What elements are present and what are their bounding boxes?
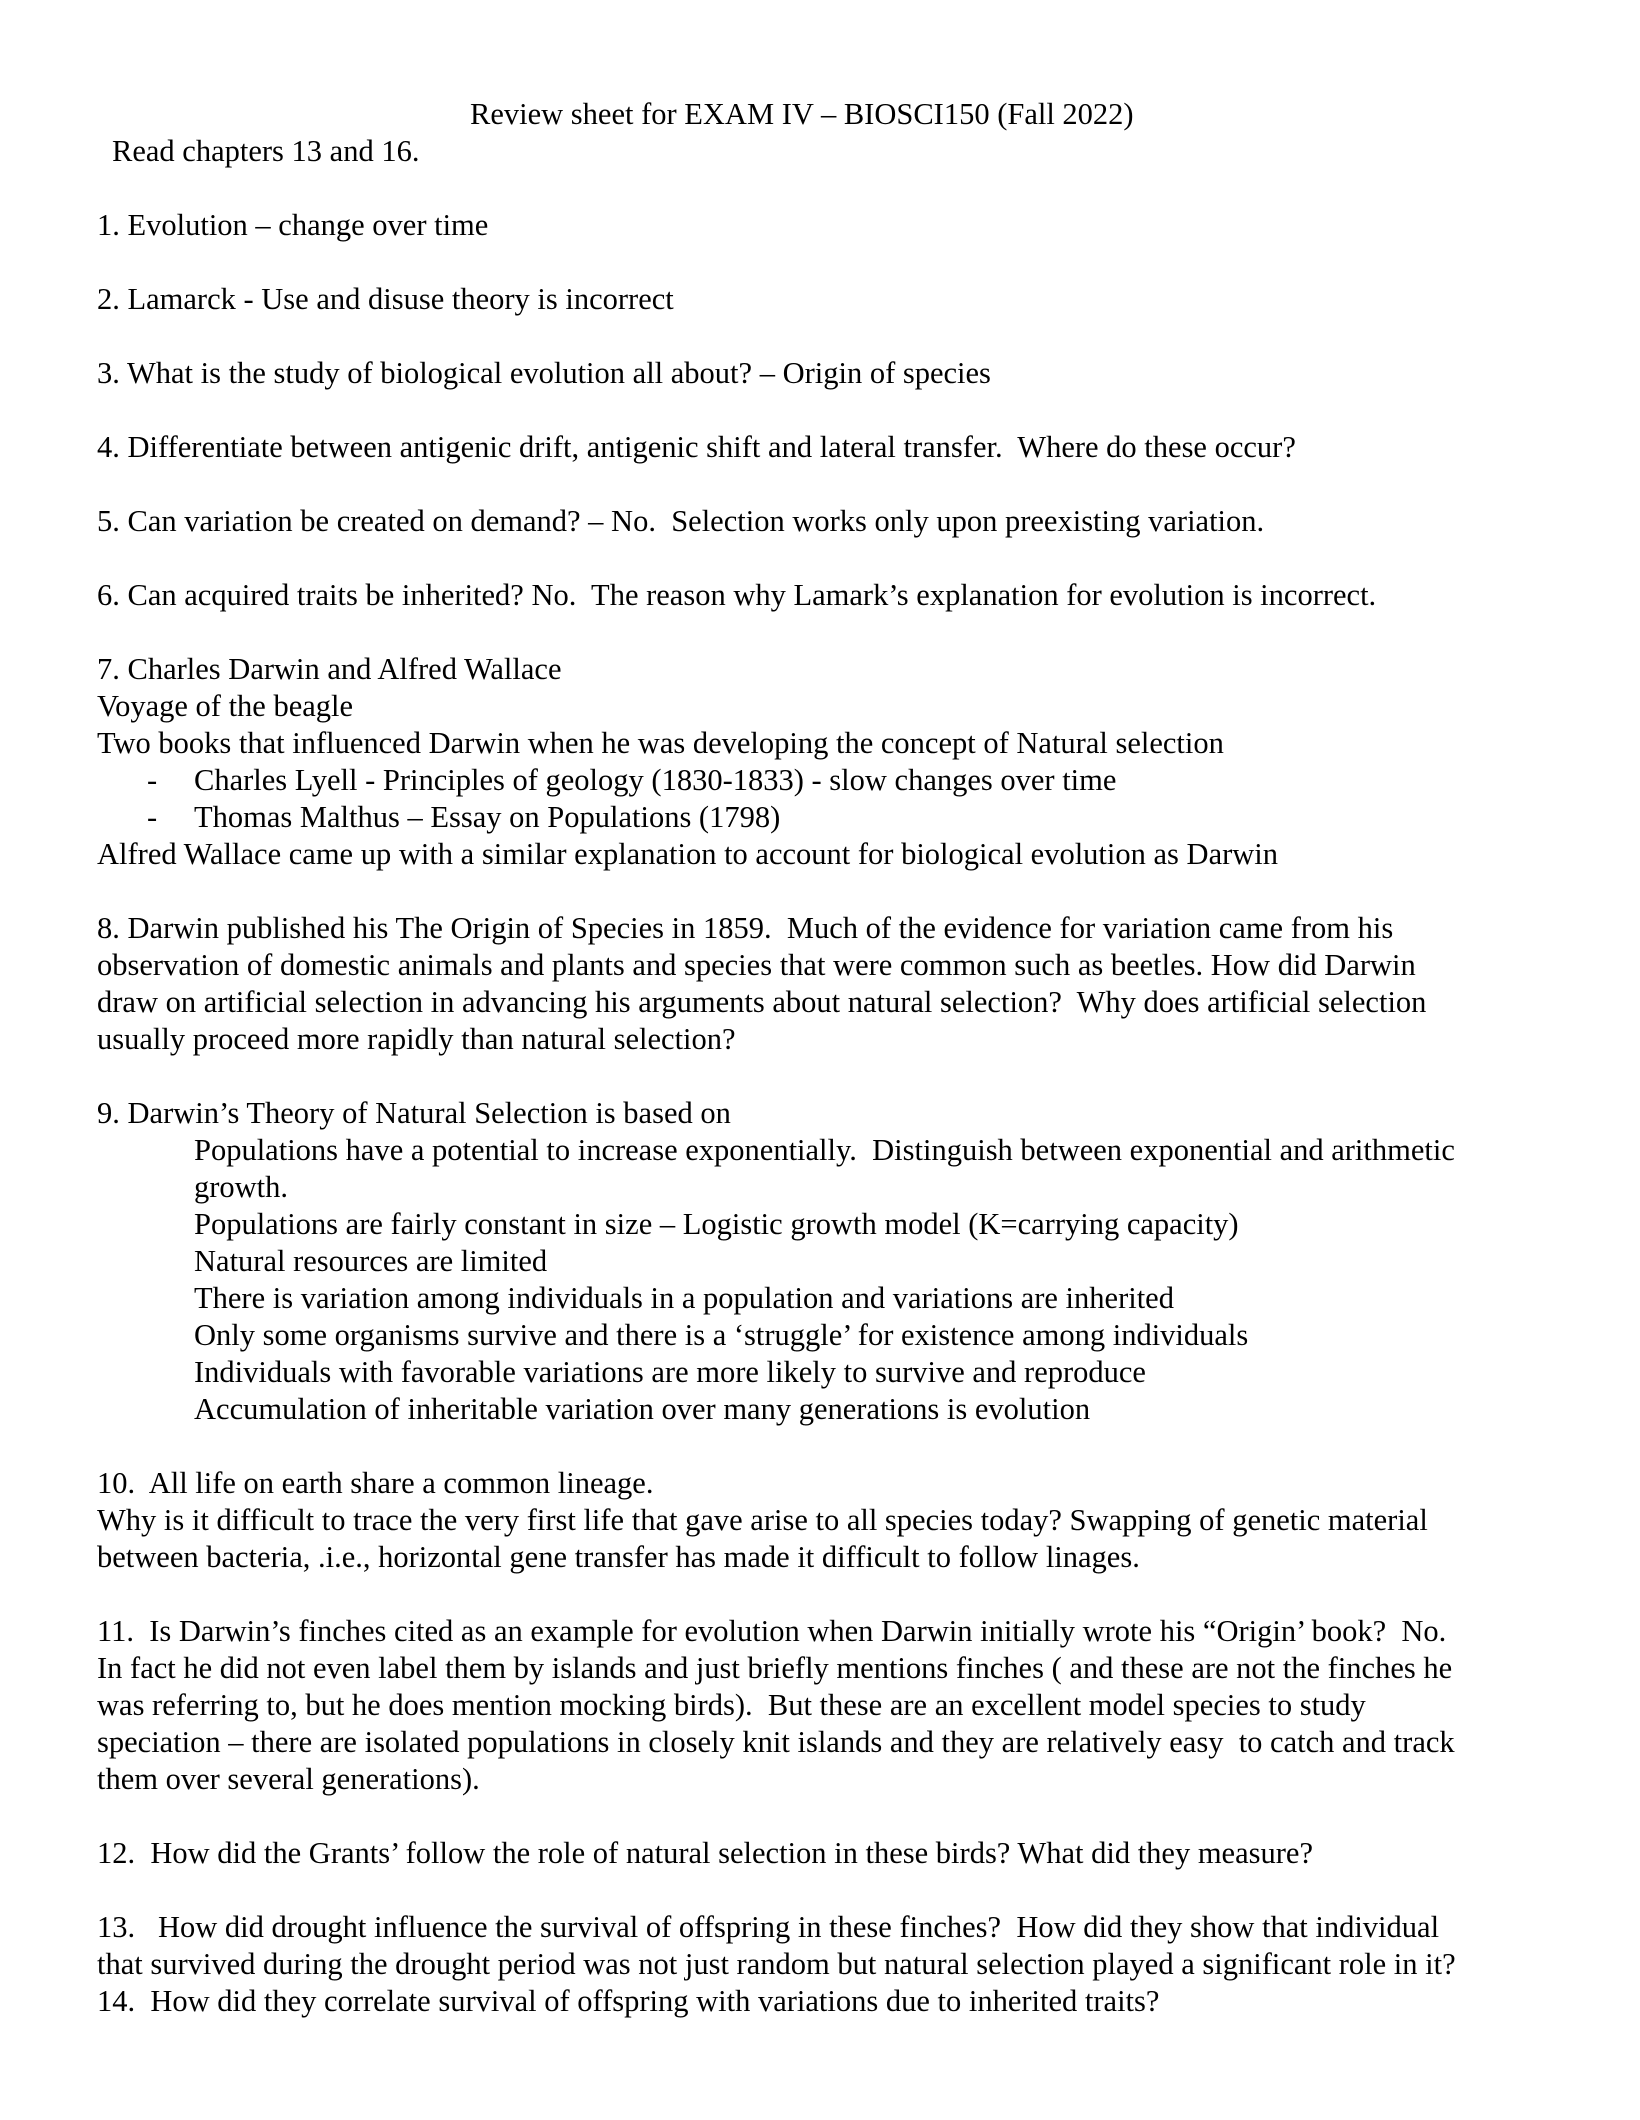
bullet-dash: - <box>147 800 158 834</box>
question-7-heading: 7. Charles Darwin and Alfred Wallace <box>97 652 562 686</box>
question-10-line: 10. All life on earth share a common lineage. <box>97 1466 654 1500</box>
question-13-line: that survived during the drought period was not just random but natural selection played a significant role in it? <box>97 1947 1456 1981</box>
question-8-line: usually proceed more rapidly than natural selection? <box>97 1022 736 1056</box>
question-6: 6. Can acquired traits be inherited? No. The reason why Lamark’s explanation for evolution is incorrect. <box>97 578 1377 612</box>
document-body <box>97 96 1557 2020</box>
bullet-text: Thomas Malthus – Essay on Populations (1798) <box>194 800 781 834</box>
question-9-heading: 9. Darwin’s Theory of Natural Selection is based on <box>97 1096 731 1130</box>
question-7-line: Alfred Wallace came up with a similar explanation to account for biological evolution as Darwin <box>97 837 1279 871</box>
question-11-line: them over several generations). <box>97 1762 480 1796</box>
bullet-text: Charles Lyell - Principles of geology (1830-1833) - slow changes over time <box>194 763 1117 797</box>
question-8-line: observation of domestic animals and plants and species that were common such as beetles. How did Darwin <box>97 948 1416 982</box>
question-14: 14. How did they correlate survival of offspring with variations due to inherited traits? <box>97 1984 1160 2018</box>
question-3: 3. What is the study of biological evolution all about? – Origin of species <box>97 356 991 390</box>
question-9-item: Populations are fairly constant in size – Logistic growth model (K=carrying capacity) <box>194 1207 1239 1241</box>
reading-assignment: Read chapters 13 and 16. <box>112 134 420 168</box>
question-11 <box>97 1613 1557 1798</box>
question-9-item: There is variation among individuals in a population and variations are inherited <box>194 1281 1174 1315</box>
question-9 <box>97 1095 1557 1428</box>
question-9-item: Natural resources are limited <box>194 1244 548 1278</box>
question-9-item: growth. <box>194 1170 289 1204</box>
question-13 <box>97 1909 1557 1983</box>
question-11-line: In fact he did not even label them by islands and just briefly mentions finches ( and these are not the finches he <box>97 1651 1453 1685</box>
question-9-item: Only some organisms survive and there is a ‘struggle’ for existence among individuals <box>194 1318 1249 1352</box>
document-title: Review sheet for EXAM IV – BIOSCI150 (Fall 2022) <box>470 97 1134 131</box>
bullet-item <box>97 762 1557 799</box>
question-13-line: 13. How did drought influence the survival of offspring in these finches? How did they show that individual <box>97 1910 1440 1944</box>
question-1: 1. Evolution – change over time <box>97 208 489 242</box>
question-8 <box>97 910 1557 1058</box>
question-8-line: draw on artificial selection in advancing his arguments about natural selection? Why does artificial selection <box>97 985 1427 1019</box>
question-11-line: 11. Is Darwin’s finches cited as an example for evolution when Darwin initially wrote his “Origin’ book? No. <box>97 1614 1447 1648</box>
question-9-item: Individuals with favorable variations are more likely to survive and reproduce <box>194 1355 1146 1389</box>
question-9-item: Accumulation of inheritable variation over many generations is evolution <box>194 1392 1091 1426</box>
question-7 <box>97 651 1557 873</box>
question-5: 5. Can variation be created on demand? – No. Selection works only upon preexisting variation. <box>97 504 1265 538</box>
question-4: 4. Differentiate between antigenic drift, antigenic shift and lateral transfer. Where do these occur? <box>97 430 1296 464</box>
question-10-line: between bacteria, .i.e., horizontal gene transfer has made it difficult to follow linages. <box>97 1540 1140 1574</box>
question-2: 2. Lamarck - Use and disuse theory is incorrect <box>97 282 674 316</box>
bullet-item <box>97 799 1557 836</box>
question-7-line: Voyage of the beagle <box>97 689 354 723</box>
question-9-item: Populations have a potential to increase exponentially. Distinguish between exponential and arithmetic <box>194 1133 1455 1167</box>
question-11-line: was referring to, but he does mention mocking birds). But these are an excellent model species to study <box>97 1688 1366 1722</box>
question-7-line: Two books that influenced Darwin when he was developing the concept of Natural selection <box>97 726 1224 760</box>
question-10 <box>97 1465 1557 1576</box>
question-11-line: speciation – there are isolated populations in closely knit islands and they are relatively easy to catch and track <box>97 1725 1455 1759</box>
question-8-line: 8. Darwin published his The Origin of Species in 1859. Much of the evidence for variation came from his <box>97 911 1394 945</box>
question-10-line: Why is it difficult to trace the very first life that gave arise to all species today? Swapping of genetic material <box>97 1503 1428 1537</box>
bullet-dash: - <box>147 763 158 797</box>
question-12: 12. How did the Grants’ follow the role of natural selection in these birds? What did they measure? <box>97 1836 1313 1870</box>
